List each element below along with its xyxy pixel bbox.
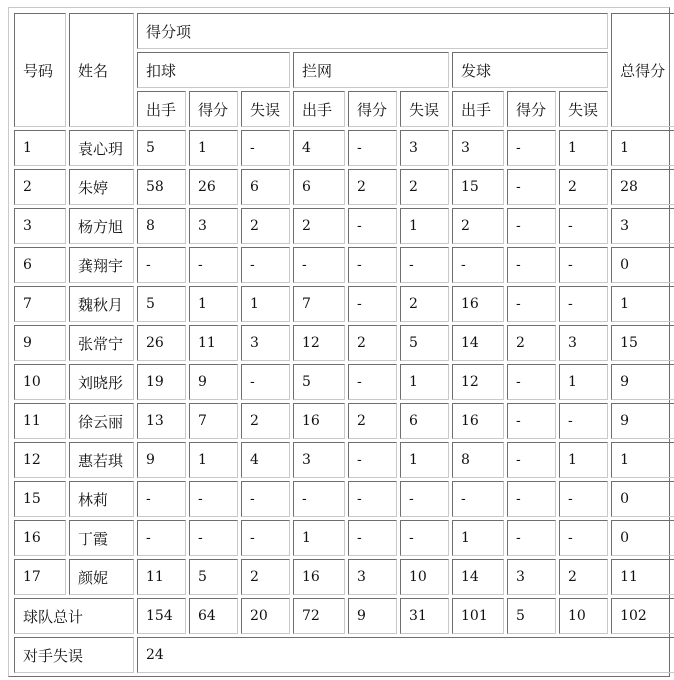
- player-number: 1: [14, 130, 66, 166]
- spike-points: -: [189, 481, 238, 517]
- spike-points: 11: [189, 325, 238, 361]
- player-number: 12: [14, 442, 66, 478]
- player-total-points: 1: [611, 442, 674, 478]
- block-errors: 5: [400, 325, 449, 361]
- serve-attempts: 14: [452, 325, 504, 361]
- player-total-points: 0: [611, 247, 674, 283]
- spike-attempts: 5: [137, 130, 186, 166]
- block-errors: -: [400, 481, 449, 517]
- spike-errors: -: [241, 520, 290, 556]
- block-errors: 2: [400, 286, 449, 322]
- serve-attempts: 16: [452, 286, 504, 322]
- block-attempts: 12: [293, 325, 345, 361]
- spike-errors: 1: [241, 286, 290, 322]
- spike-attempts: 8: [137, 208, 186, 244]
- player-total-points: 3: [611, 208, 674, 244]
- player-rows: [14, 130, 674, 595]
- header-spike-attempts: 出手: [137, 91, 186, 127]
- block-points: 2: [348, 325, 397, 361]
- player-name: 龚翔宇: [69, 247, 134, 283]
- serve-errors: 2: [559, 169, 608, 205]
- block-errors: -: [400, 520, 449, 556]
- serve-points: -: [507, 208, 556, 244]
- block-attempts: 16: [293, 403, 345, 439]
- spike-attempts: 11: [137, 559, 186, 595]
- header-spike-points: 得分: [189, 91, 238, 127]
- player-number: 3: [14, 208, 66, 244]
- block-points: -: [348, 208, 397, 244]
- player-number: 10: [14, 364, 66, 400]
- spike-errors: -: [241, 481, 290, 517]
- player-number: 2: [14, 169, 66, 205]
- spike-points: -: [189, 247, 238, 283]
- block-errors: -: [400, 247, 449, 283]
- player-total-points: 15: [611, 325, 674, 361]
- serve-points: -: [507, 442, 556, 478]
- block-errors: 6: [400, 403, 449, 439]
- spike-errors: -: [241, 364, 290, 400]
- block-points: 2: [348, 403, 397, 439]
- block-points: -: [348, 364, 397, 400]
- player-number: 11: [14, 403, 66, 439]
- spike-points: 1: [189, 442, 238, 478]
- table-row: [14, 286, 674, 322]
- block-points: 2: [348, 169, 397, 205]
- spike-attempts: -: [137, 247, 186, 283]
- block-attempts: -: [293, 247, 345, 283]
- block-points: -: [348, 286, 397, 322]
- spike-errors: 6: [241, 169, 290, 205]
- player-number: 9: [14, 325, 66, 361]
- header-name: 姓名: [69, 13, 134, 127]
- serve-attempts: 12: [452, 364, 504, 400]
- player-number: 6: [14, 247, 66, 283]
- spike-attempts: 26: [137, 325, 186, 361]
- header-group-serve: 发球: [452, 52, 608, 88]
- block-errors: 10: [400, 559, 449, 595]
- serve-errors: -: [559, 520, 608, 556]
- spike-attempts: 13: [137, 403, 186, 439]
- serve-attempts: -: [452, 247, 504, 283]
- header-total-points: 总得分: [611, 13, 674, 127]
- serve-attempts: 15: [452, 169, 504, 205]
- serve-points: -: [507, 247, 556, 283]
- player-total-points: 1: [611, 130, 674, 166]
- player-name: 颜妮: [69, 559, 134, 595]
- spike-points: 9: [189, 364, 238, 400]
- serve-points: -: [507, 169, 556, 205]
- header-block-points: 得分: [348, 91, 397, 127]
- player-number: 7: [14, 286, 66, 322]
- player-name: 魏秋月: [69, 286, 134, 322]
- serve-attempts: -: [452, 481, 504, 517]
- team-spike-errors: 20: [241, 598, 290, 634]
- serve-attempts: 3: [452, 130, 504, 166]
- table-row: [14, 130, 674, 166]
- header-spike-errors: 失误: [241, 91, 290, 127]
- serve-errors: 1: [559, 364, 608, 400]
- block-attempts: 6: [293, 169, 345, 205]
- serve-points: -: [507, 286, 556, 322]
- team-serve-points: 5: [507, 598, 556, 634]
- player-name: 袁心玥: [69, 130, 134, 166]
- block-points: -: [348, 130, 397, 166]
- spike-points: 5: [189, 559, 238, 595]
- serve-points: -: [507, 520, 556, 556]
- table-row: [14, 325, 674, 361]
- team-total-points: 102: [611, 598, 674, 634]
- header-block-attempts: 出手: [293, 91, 345, 127]
- team-spike-points: 64: [189, 598, 238, 634]
- player-total-points: 9: [611, 364, 674, 400]
- block-attempts: 3: [293, 442, 345, 478]
- table-row: [14, 208, 674, 244]
- serve-attempts: 1: [452, 520, 504, 556]
- serve-points: 2: [507, 325, 556, 361]
- header-number: 号码: [14, 13, 66, 127]
- table-row: [14, 442, 674, 478]
- player-total-points: 28: [611, 169, 674, 205]
- spike-points: 26: [189, 169, 238, 205]
- spike-errors: 2: [241, 208, 290, 244]
- spike-points: -: [189, 520, 238, 556]
- serve-attempts: 16: [452, 403, 504, 439]
- block-errors: 3: [400, 130, 449, 166]
- serve-errors: 2: [559, 559, 608, 595]
- serve-points: -: [507, 403, 556, 439]
- block-attempts: 1: [293, 520, 345, 556]
- spike-points: 3: [189, 208, 238, 244]
- spike-errors: 4: [241, 442, 290, 478]
- serve-points: 3: [507, 559, 556, 595]
- spike-attempts: -: [137, 481, 186, 517]
- player-number: 15: [14, 481, 66, 517]
- team-block-attempts: 72: [293, 598, 345, 634]
- player-total-points: 0: [611, 481, 674, 517]
- serve-errors: 3: [559, 325, 608, 361]
- spike-attempts: 9: [137, 442, 186, 478]
- player-name: 林莉: [69, 481, 134, 517]
- player-stats-table: [11, 10, 674, 676]
- table-row: [14, 403, 674, 439]
- spike-attempts: 5: [137, 286, 186, 322]
- block-points: -: [348, 481, 397, 517]
- opponent-errors-row: [14, 637, 674, 673]
- spike-errors: -: [241, 247, 290, 283]
- serve-errors: -: [559, 286, 608, 322]
- serve-errors: 1: [559, 442, 608, 478]
- serve-points: -: [507, 130, 556, 166]
- spike-errors: 2: [241, 559, 290, 595]
- spike-attempts: -: [137, 520, 186, 556]
- table-row: [14, 364, 674, 400]
- serve-points: -: [507, 364, 556, 400]
- block-errors: 1: [400, 208, 449, 244]
- player-name: 张常宁: [69, 325, 134, 361]
- spike-points: 1: [189, 130, 238, 166]
- team-serve-errors: 10: [559, 598, 608, 634]
- table-row: [14, 169, 674, 205]
- block-attempts: 16: [293, 559, 345, 595]
- block-attempts: 7: [293, 286, 345, 322]
- serve-errors: -: [559, 481, 608, 517]
- block-attempts: 4: [293, 130, 345, 166]
- spike-points: 7: [189, 403, 238, 439]
- header-group-spike: 扣球: [137, 52, 290, 88]
- team-spike-attempts: 154: [137, 598, 186, 634]
- player-name: 徐云丽: [69, 403, 134, 439]
- table-row: [14, 559, 674, 595]
- player-name: 惠若琪: [69, 442, 134, 478]
- player-total-points: 9: [611, 403, 674, 439]
- block-points: -: [348, 247, 397, 283]
- team-total-label: 球队总计: [14, 598, 134, 634]
- table-row: [14, 520, 674, 556]
- spike-attempts: 58: [137, 169, 186, 205]
- player-name: 丁霞: [69, 520, 134, 556]
- block-points: -: [348, 442, 397, 478]
- header-serve-attempts: 出手: [452, 91, 504, 127]
- spike-attempts: 19: [137, 364, 186, 400]
- player-total-points: 1: [611, 286, 674, 322]
- table-row: [14, 247, 674, 283]
- table-row: [14, 481, 674, 517]
- spike-errors: 2: [241, 403, 290, 439]
- block-attempts: 5: [293, 364, 345, 400]
- spike-errors: 3: [241, 325, 290, 361]
- spike-points: 1: [189, 286, 238, 322]
- team-block-errors: 31: [400, 598, 449, 634]
- player-name: 朱婷: [69, 169, 134, 205]
- header-serve-points: 得分: [507, 91, 556, 127]
- serve-attempts: 14: [452, 559, 504, 595]
- opponent-errors-label: 对手失误: [14, 637, 134, 673]
- header-serve-errors: 失误: [559, 91, 608, 127]
- serve-points: -: [507, 481, 556, 517]
- team-serve-attempts: 101: [452, 598, 504, 634]
- spike-errors: -: [241, 130, 290, 166]
- player-number: 16: [14, 520, 66, 556]
- header-scoring-items: 得分项: [137, 13, 608, 49]
- serve-errors: 1: [559, 130, 608, 166]
- block-attempts: 2: [293, 208, 345, 244]
- player-name: 杨方旭: [69, 208, 134, 244]
- block-points: 3: [348, 559, 397, 595]
- block-errors: 1: [400, 442, 449, 478]
- team-total-row: [14, 598, 674, 634]
- block-errors: 2: [400, 169, 449, 205]
- block-attempts: -: [293, 481, 345, 517]
- serve-attempts: 8: [452, 442, 504, 478]
- opponent-errors-value: 24: [137, 637, 674, 673]
- serve-errors: -: [559, 247, 608, 283]
- team-block-points: 9: [348, 598, 397, 634]
- header-group-block: 拦网: [293, 52, 449, 88]
- player-name: 刘晓彤: [69, 364, 134, 400]
- player-number: 17: [14, 559, 66, 595]
- serve-errors: -: [559, 403, 608, 439]
- player-total-points: 0: [611, 520, 674, 556]
- block-errors: 1: [400, 364, 449, 400]
- player-total-points: 11: [611, 559, 674, 595]
- serve-errors: -: [559, 208, 608, 244]
- serve-attempts: 2: [452, 208, 504, 244]
- header-block-errors: 失误: [400, 91, 449, 127]
- block-points: -: [348, 520, 397, 556]
